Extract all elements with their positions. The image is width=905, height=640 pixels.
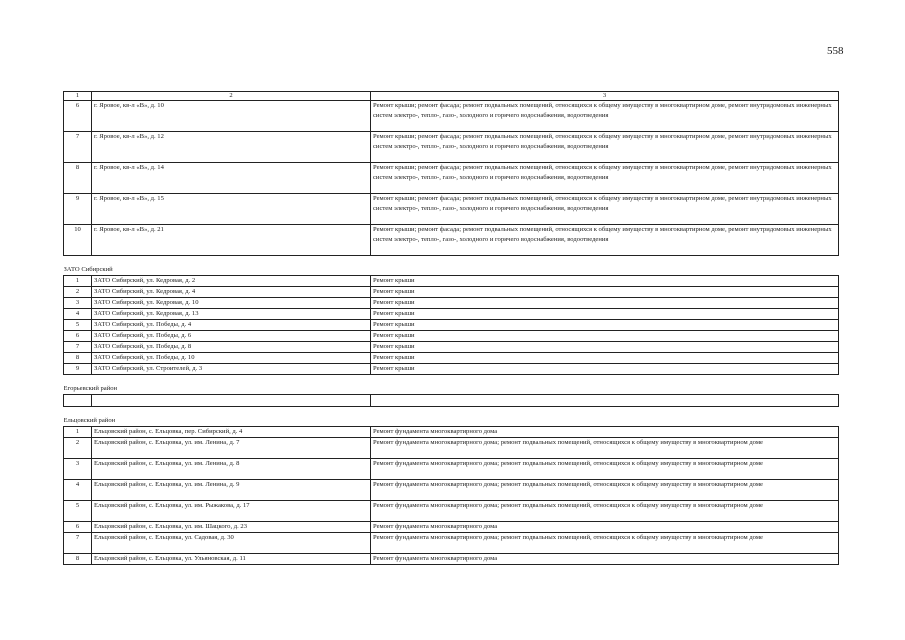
row-address: ЗАТО Сибирский, ул. Победы, д. 4 [92, 320, 371, 331]
row-address: Ельцовский район, с. Ельцовка, ул. им. Шацкого, д. 23 [92, 522, 371, 533]
row-number: 10 [64, 225, 92, 256]
row-number: 6 [64, 522, 92, 533]
table-row [64, 287, 839, 298]
row-address: ЗАТО Сибирский, ул. Кедровая, д. 13 [92, 309, 371, 320]
row-address: Ельцовский район, с. Ельцовка, ул. им. Ленина, д. 9 [92, 480, 371, 501]
row-address: ЗАТО Сибирский, ул. Победы, д. 6 [92, 331, 371, 342]
row-address: Ельцовский район, с. Ельцовка, ул. им. Ленина, д. 7 [92, 438, 371, 459]
row-number: 4 [64, 480, 92, 501]
row-work-type: Ремонт фундамента многоквартирного дома; ремонт подвальных помещений, относящихся к общему имуществу в многоквартирном доме [371, 501, 839, 522]
row-work-type: Ремонт крыши [371, 287, 839, 298]
row-address: ЗАТО Сибирский, ул. Победы, д. 10 [92, 353, 371, 364]
row-number: 7 [64, 342, 92, 353]
table-row [64, 501, 839, 522]
row-work-type: Ремонт фундамента многоквартирного дома; ремонт подвальных помещений, относящихся к общему имуществу в многоквартирном доме [371, 459, 839, 480]
row-number: 6 [64, 331, 92, 342]
row-number: 9 [64, 194, 92, 225]
table-row [64, 276, 839, 287]
table-row [64, 101, 839, 132]
table-row [64, 309, 839, 320]
row-work-type: Ремонт фундамента многоквартирного дома; ремонт подвальных помещений, относящихся к общему имуществу в многоквартирном доме [371, 533, 839, 554]
row-work-type: Ремонт крыши [371, 320, 839, 331]
table-row [64, 554, 839, 565]
row-work-type: Ремонт крыши; ремонт фасада; ремонт подвальных помещений, относящихся к общему имуществу в многоквартирном доме, ремонт внутридомовых инженерных систем электро-, тепло-, газо-, холодного и горячего водоснабжения, водоотведения [371, 163, 839, 194]
row-number: 6 [64, 101, 92, 132]
row-number: 3 [64, 459, 92, 480]
row-address: г. Яровое, кв-л «В», д. 12 [92, 132, 371, 163]
row-address: Ельцовский район, с. Ельцовка, ул. им. Рыжакова, д. 17 [92, 501, 371, 522]
header-col-3: 3 [371, 92, 839, 101]
row-number: 2 [64, 438, 92, 459]
empty-cell [92, 395, 371, 407]
row-number: 8 [64, 163, 92, 194]
header-col-2: 2 [92, 92, 371, 101]
row-address: ЗАТО Сибирский, ул. Кедровая, д. 10 [92, 298, 371, 309]
table-row [64, 459, 839, 480]
table-row [64, 480, 839, 501]
row-address: г. Яровое, кв-л «В», д. 14 [92, 163, 371, 194]
section-title: Ельцовский район [64, 407, 839, 427]
row-work-type: Ремонт крыши [371, 276, 839, 287]
empty-cell [64, 395, 92, 407]
row-address: ЗАТО Сибирский, ул. Строителей, д. 3 [92, 364, 371, 375]
table-row [64, 533, 839, 554]
row-number: 5 [64, 320, 92, 331]
table-row [64, 522, 839, 533]
row-number: 4 [64, 309, 92, 320]
row-work-type: Ремонт крыши; ремонт фасада; ремонт подвальных помещений, относящихся к общему имуществу в многоквартирном доме, ремонт внутридомовых инженерных систем электро-, тепло-, газо-, холодного и горячего водоснабжения, водоотведения [371, 194, 839, 225]
table-header-row [64, 92, 839, 101]
table-row [64, 438, 839, 459]
header-col-1: 1 [64, 92, 92, 101]
table-row [64, 225, 839, 256]
row-work-type: Ремонт крыши [371, 331, 839, 342]
table-row [64, 331, 839, 342]
table-row [64, 353, 839, 364]
row-work-type: Ремонт крыши; ремонт фасада; ремонт подвальных помещений, относящихся к общему имуществу в многоквартирном доме, ремонт внутридомовых инженерных систем электро-, тепло-, газо-, холодного и горячего водоснабжения, водоотведения [371, 101, 839, 132]
table-row [64, 194, 839, 225]
row-number: 8 [64, 353, 92, 364]
row-address: Ельцовский район, с. Ельцовка, ул. им. Ленина, д. 8 [92, 459, 371, 480]
row-number: 3 [64, 298, 92, 309]
row-work-type: Ремонт крыши [371, 353, 839, 364]
table-row [64, 364, 839, 375]
row-number: 1 [64, 276, 92, 287]
row-work-type: Ремонт крыши [371, 364, 839, 375]
row-work-type: Ремонт фундамента многоквартирного дома [371, 522, 839, 533]
section-heading-eltsovsky [64, 407, 839, 427]
table-body [64, 92, 839, 565]
table-row [64, 342, 839, 353]
table-row [64, 298, 839, 309]
row-number: 7 [64, 533, 92, 554]
repair-register-table [63, 91, 839, 565]
table-row [64, 320, 839, 331]
row-address: ЗАТО Сибирский, ул. Победы, д. 8 [92, 342, 371, 353]
row-address: ЗАТО Сибирский, ул. Кедровая, д. 4 [92, 287, 371, 298]
row-work-type: Ремонт фундамента многоквартирного дома [371, 427, 839, 438]
table-row [64, 132, 839, 163]
row-number: 9 [64, 364, 92, 375]
table-row [64, 427, 839, 438]
row-address: Ельцовский район, с. Ельцовка, пер. Сибирский, д. 4 [92, 427, 371, 438]
row-number: 2 [64, 287, 92, 298]
row-number: 8 [64, 554, 92, 565]
row-number: 7 [64, 132, 92, 163]
section-title: Егорьевский район [64, 375, 839, 395]
row-address: ЗАТО Сибирский, ул. Кедровая, д. 2 [92, 276, 371, 287]
row-number: 1 [64, 427, 92, 438]
table-row [64, 163, 839, 194]
row-number: 5 [64, 501, 92, 522]
row-work-type: Ремонт крыши [371, 342, 839, 353]
row-address: г. Яровое, кв-л «В», д. 15 [92, 194, 371, 225]
empty-row [64, 395, 839, 407]
section-heading-sibirsky [64, 256, 839, 276]
row-work-type: Ремонт крыши; ремонт фасада; ремонт подвальных помещений, относящихся к общему имуществу в многоквартирном доме, ремонт внутридомовых инженерных систем электро-, тепло-, газо-, холодного и горячего водоснабжения, водоотведения [371, 132, 839, 163]
row-work-type: Ремонт крыши [371, 309, 839, 320]
row-address: Ельцовский район, с. Ельцовка, ул. Садовая, д. 30 [92, 533, 371, 554]
row-work-type: Ремонт крыши [371, 298, 839, 309]
section-heading-egorievsky [64, 375, 839, 395]
row-address: г. Яровое, кв-л «В», д. 10 [92, 101, 371, 132]
row-work-type: Ремонт крыши; ремонт фасада; ремонт подвальных помещений, относящихся к общему имуществу в многоквартирном доме, ремонт внутридомовых инженерных систем электро-, тепло-, газо-, холодного и горячего водоснабжения, водоотведения [371, 225, 839, 256]
section-title: ЗАТО Сибирский [64, 256, 839, 276]
page-number: 558 [827, 45, 844, 57]
row-address: г. Яровое, кв-л «В», д. 21 [92, 225, 371, 256]
row-work-type: Ремонт фундамента многоквартирного дома; ремонт подвальных помещений, относящихся к общему имуществу в многоквартирном доме [371, 480, 839, 501]
row-work-type: Ремонт фундамента многоквартирного дома; ремонт подвальных помещений, относящихся к общему имуществу в многоквартирном доме [371, 438, 839, 459]
row-work-type: Ремонт фундамента многоквартирного дома [371, 554, 839, 565]
empty-cell [371, 395, 839, 407]
row-address: Ельцовский район, с. Ельцовка, ул. Ульяновская, д. 11 [92, 554, 371, 565]
